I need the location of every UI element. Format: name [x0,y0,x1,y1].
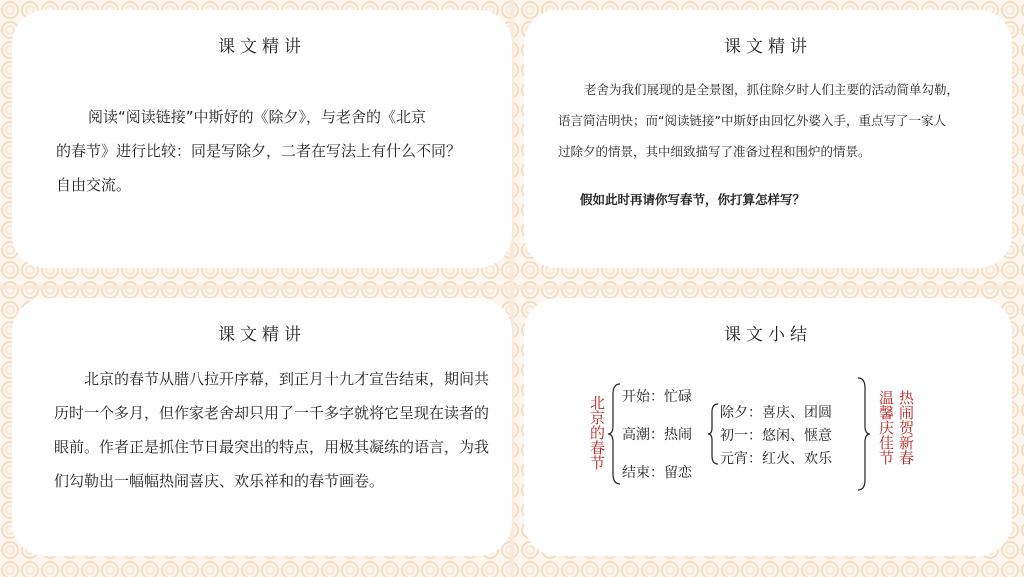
paragraph-line: 自由交流。 [56,176,132,194]
stage-item: 高潮：热闹 [622,427,692,443]
paragraph-line: 们勾勒出一幅幅热闹喜庆、欢乐祥和的春节画卷。 [54,472,385,490]
day-item: 元宵：红火、欢乐 [720,451,832,467]
paragraph [56,100,496,202]
paragraph-line: 历时一个多月，但作家老舍却只用了一千多字就将它呈现在读者的 [54,404,490,422]
left-brace [608,382,622,486]
card-title: 课文小结 [724,325,812,345]
card-title: 课文精讲 [724,37,812,57]
paragraph-line: 老舍为我们展现的是全景图，抓住除夕时人们主要的活动简单勾勒， [584,82,960,97]
topic-label: 北京的春节 [588,395,606,470]
card-title: 课文精讲 [218,325,306,345]
conclusion-label: 热闹贺新春 [897,390,915,465]
day-item: 初一：悠闲、惬意 [720,428,832,444]
paragraph [54,362,494,498]
right-brace [856,376,870,492]
paragraph-line: 北京的春节从腊八拉开序幕，到正月十九才宣告结束，期间共 [84,370,490,388]
stage-item: 开始：忙碌 [622,389,692,405]
conclusion-label: 温馨庆佳节 [877,390,895,465]
paragraph [558,74,998,167]
card-analysis [524,10,1012,268]
card-reading-compare [12,10,512,268]
card-structure-summary [524,298,1012,556]
card-summary-text [12,298,512,556]
paragraph-line: 眼前。作者正是抓住节日最突出的特点，用极其凝练的语言，为我 [54,438,490,456]
card-title: 课文精讲 [218,37,306,57]
paragraph-line: 语言简洁明快；而“阅读链接”中斯妤由回忆外婆入手，重点写了一家人 [558,113,946,128]
paragraph-line: 过除夕的情景，其中细致描写了准备过程和围炉的情景。 [558,144,871,159]
day-item: 除夕：喜庆、团圆 [720,405,832,421]
horizontal-divider [0,285,1024,289]
stage-item: 结束：留恋 [622,465,692,481]
middle-brace [708,402,720,466]
paragraph-line: 的春节》进行比较：同是写除夕，二者在写法上有什么不同？ [56,142,462,160]
paragraph-line: 阅读“阅读链接”中斯妤的《除夕》，与老舍的《北京 [88,108,427,126]
question-text: 假如此时再请你写春节，你打算怎样写？ [580,192,806,207]
